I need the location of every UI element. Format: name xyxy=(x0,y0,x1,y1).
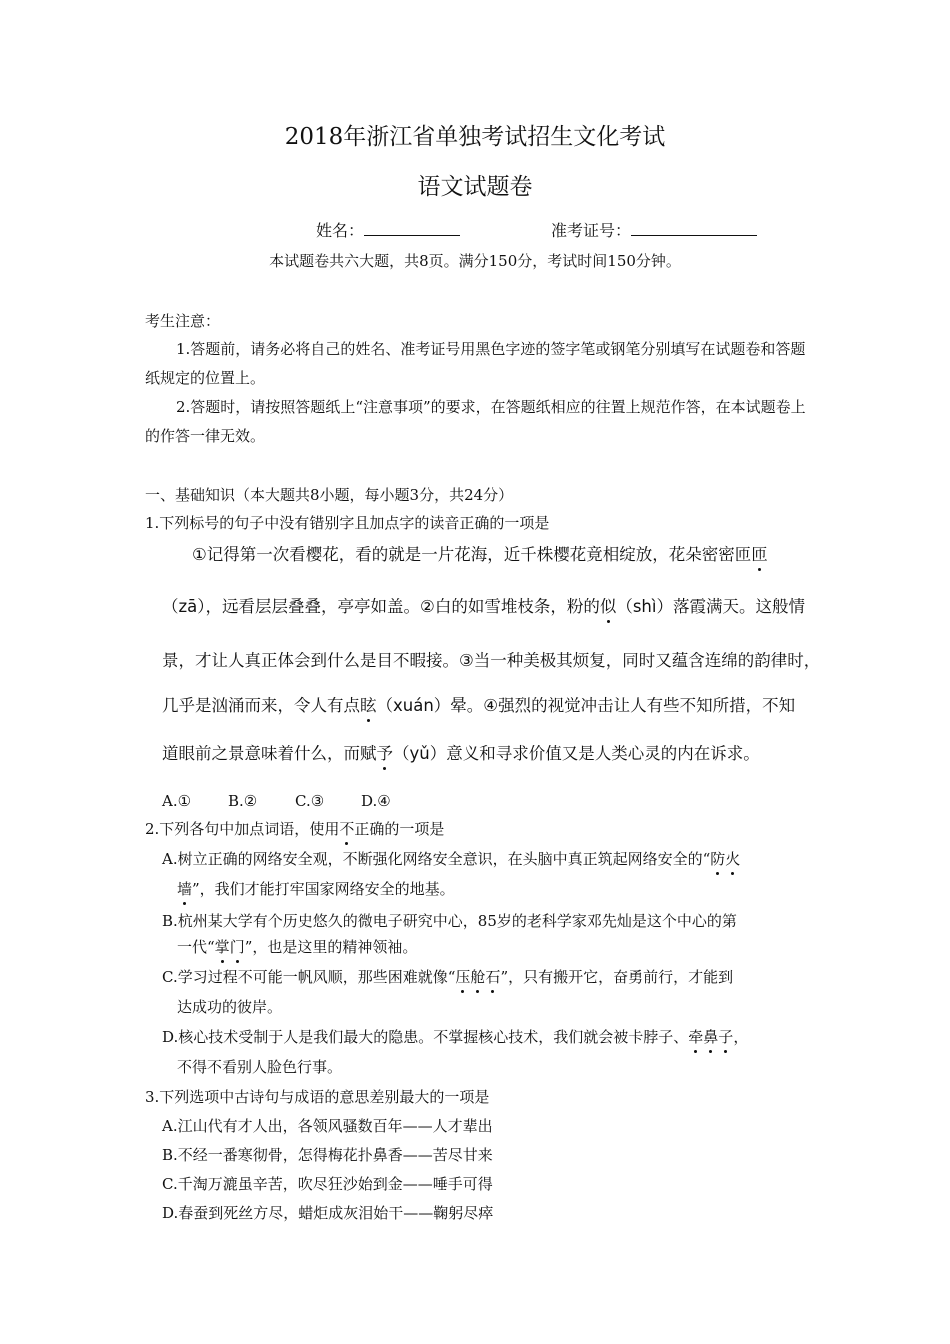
dotted-char: 鼻 xyxy=(703,1028,719,1046)
q1-option-c: C.③ xyxy=(295,792,325,810)
q3-option-a: A.江山代有才人出，各领风骚数百年——人才辈出 xyxy=(162,1117,493,1135)
q1-option-b: B.② xyxy=(228,792,258,810)
exam-meta: 本试题卷共六大题，共8页。满分150分，考试时间150分钟。 xyxy=(269,252,681,270)
q1-option-a: A.① xyxy=(162,792,192,810)
dotted-char: 舱 xyxy=(470,968,486,986)
q3-stem: 3.下列选项中古诗句与成语的意思差别最大的一项是 xyxy=(145,1088,490,1106)
q2-option-b-line-2: 一代“掌门”，也是这里的精神领袖。 xyxy=(177,938,418,956)
dotted-char: 石 xyxy=(485,968,501,986)
dotted-char: 予 xyxy=(377,740,394,764)
q1-option-d: D.④ xyxy=(361,792,391,810)
notice-item-1: 1.答题前，请务必将自己的姓名、准考证号用黑色字迹的签字笔或钢笔分别填写在试题卷和答题纸规定的位置上。 xyxy=(145,340,806,387)
dotted-char: 子 xyxy=(718,1028,734,1046)
q2-option-b-line-1: B.杭州某大学有个历史悠久的微电子研究中心，85岁的老科学家邓先灿是这个中心的第 xyxy=(162,912,737,930)
q1-passage-line-5: 道眼前之景意味着什么，而赋予（yǔ）意义和寻求价值又是人类心灵的内在诉求。 xyxy=(162,740,760,764)
q3-option-d: D.春蚕到死丝方尽，蜡炬成灰泪始干——鞠躬尽瘁 xyxy=(162,1204,494,1222)
name-blank xyxy=(364,221,460,236)
id-label: 准考证号： xyxy=(551,221,632,240)
dotted-char: 眩 xyxy=(360,692,377,716)
q3-option-b: B.不经一番寒彻骨，怎得梅花扑鼻香——苦尽甘来 xyxy=(162,1146,493,1164)
q2-option-c-line-2: 达成功的彼岸。 xyxy=(177,998,283,1016)
q2-option-d-line-1: D.核心技术受制于人是我们最大的隐患。不掌握核心技术，我们就会被卡脖子、牵鼻子， xyxy=(162,1028,749,1046)
dotted-char: 火 xyxy=(725,850,741,868)
dotted-char: 匝 xyxy=(751,541,768,565)
q1-passage-line-2: （zā），远看层层叠叠，亭亭如盖。②白的如雪堆枝条，粉的似（shì）落霞满天。这般情 xyxy=(162,593,805,617)
name-label: 姓名： xyxy=(316,221,365,240)
dotted-char: 不 xyxy=(339,820,355,838)
q2-option-d-line-2: 不得不看别人脸色行事。 xyxy=(177,1058,343,1076)
q1-passage-line-4: 几乎是汹涌而来，令人有点眩（xuán）晕。④强烈的视觉冲击让人有些不知所措，不知 xyxy=(162,692,795,716)
q2-stem: 2.下列各句中加点词语，使用不正确的一项是 xyxy=(145,820,445,838)
q2-option-a-line-1: A.树立正确的网络安全观，不断强化网络安全意识，在头脑中真正筑起网络安全的“防火 xyxy=(162,850,741,868)
q1-stem: 1.下列标号的句子中没有错别字且加点字的读音正确的一项是 xyxy=(145,514,550,532)
id-field xyxy=(551,218,757,241)
dotted-char: 墙 xyxy=(177,880,193,898)
dotted-char: 门 xyxy=(229,938,245,956)
notice-item-2: 2.答题时，请按照答题纸上“注意事项”的要求，在答题纸相应的往置上规范作答，在本试题卷上的作答一律无效。 xyxy=(145,398,806,445)
dotted-char: 防 xyxy=(710,850,726,868)
dotted-char: 牵 xyxy=(688,1028,704,1046)
exam-title: 2018年浙江省单独考试招生文化考试 xyxy=(284,124,666,150)
q1-passage-line-3: 景，才让人真正体会到什么是目不暇接。③当一种美极其烦复，同时又蕴含连绵的韵律时， xyxy=(162,651,821,670)
dotted-char: 压 xyxy=(455,968,471,986)
q2-option-c-line-1: C.学习过程不可能一帆风顺，那些困难就像“压舱石”，只有搬开它，奋勇前行，才能到 xyxy=(162,968,734,986)
section-heading: 一、基础知识（本大题共8小题，每小题3分，共24分） xyxy=(145,486,514,504)
dotted-char: 掌 xyxy=(214,938,230,956)
exam-subtitle: 语文试题卷 xyxy=(417,174,533,200)
dotted-char: 似 xyxy=(600,593,617,617)
notice-heading: 考生注意： xyxy=(145,312,221,330)
q1-passage-line-1: ①记得第一次看樱花，看的就是一片花海，近千株樱花竟相绽放，花朵密密匝匝 xyxy=(192,541,768,565)
q2-option-a-line-2: 墙”，我们才能打牢国家网络安全的地基。 xyxy=(177,880,455,898)
id-blank xyxy=(631,221,757,236)
name-field xyxy=(316,218,460,241)
q3-option-c: C.千淘万漉虽辛苦，吹尽狂沙始到金——唾手可得 xyxy=(162,1175,493,1193)
